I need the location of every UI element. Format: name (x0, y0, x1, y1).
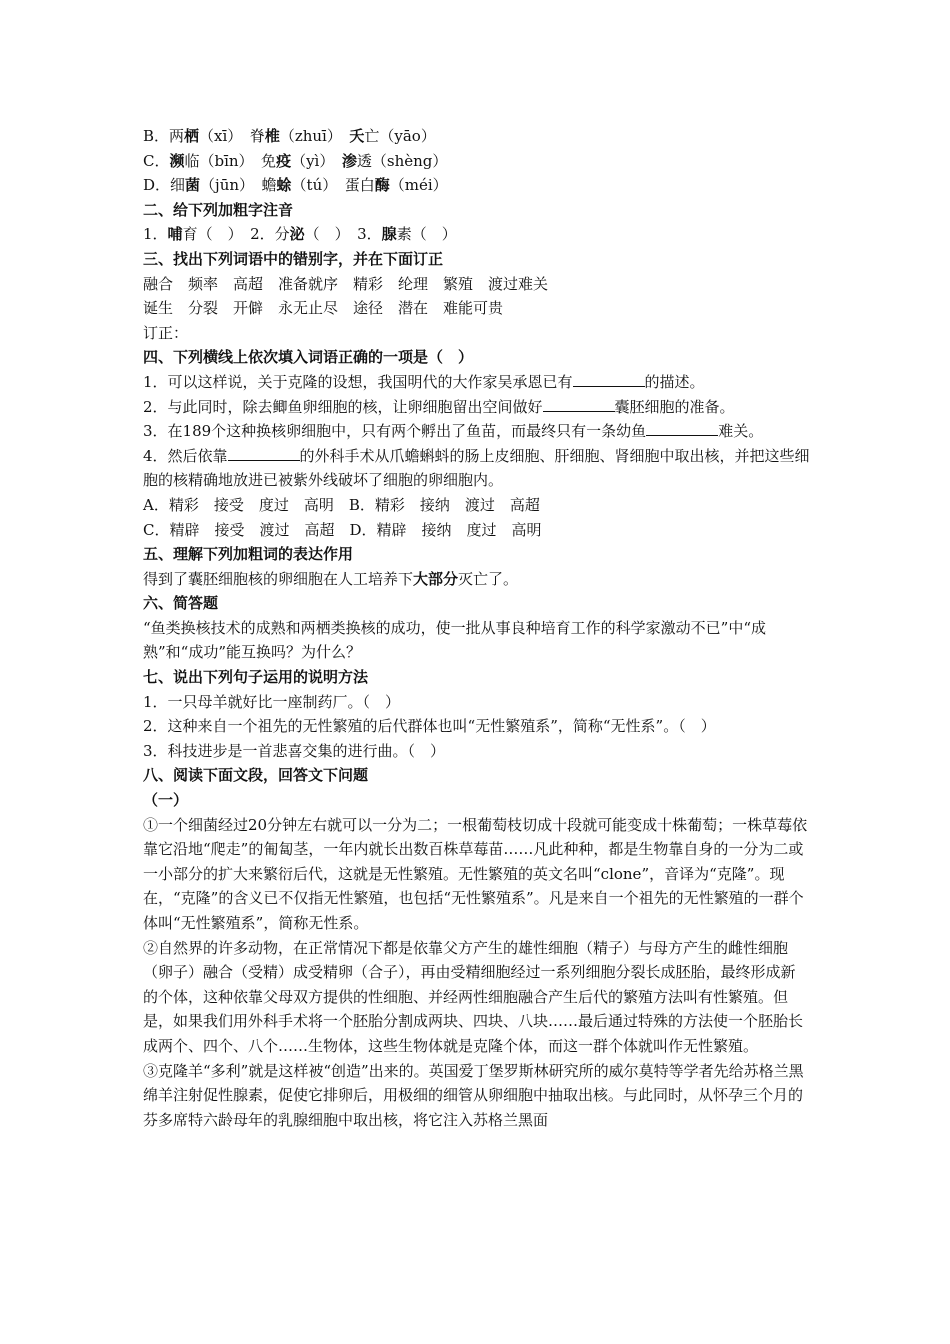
paragraph: ①一个细菌经过20分钟左右就可以一分为二；一根葡萄枝切成十段就可能变成十株葡萄；一株草莓依靠它沿地“爬走”的匍匐茎，一年内就长出数百株草莓苗……凡此种种，都是生物靠自身的一分为二或一小部分的扩大来繁衍后代，这就是无性繁殖。无性繁殖的英文名叫“clone”，音译为“克隆”。现在，“克隆”的含义已不仅指无性繁殖，也包括“无性繁殖系”。凡是来自一个祖先的无性繁殖的一群个体叫“无性繁殖系”，简称无性系。 (143, 815, 808, 932)
bold-char: 菌 (185, 176, 201, 195)
question (143, 395, 810, 420)
blank (228, 446, 300, 461)
section-heading: 八、阅读下面文段，回答文下问题 (143, 766, 369, 785)
question (143, 444, 810, 493)
question (143, 419, 810, 444)
bold-word: 大部分 (413, 569, 459, 588)
text: D．细 (143, 176, 186, 195)
text: （méi） (389, 176, 448, 195)
text: （yì） (291, 151, 342, 170)
text: （ ） 3． (304, 225, 382, 244)
text: 1． (143, 225, 168, 244)
text: 素（ ） (396, 225, 457, 244)
bold-char: 酶 (374, 176, 390, 195)
section-heading: 七、说出下列句子运用的说明方法 (143, 668, 369, 687)
text: 1．可以这样说，关于克隆的设想，我国明代的大作家吴承恩已有 (143, 372, 573, 391)
option-d (143, 173, 810, 198)
question: 3．科技进步是一首悲喜交集的进行曲。（ ） (143, 741, 446, 760)
bold-char: 椎 (264, 127, 280, 145)
bold-char: 疫 (276, 151, 292, 170)
text: （xī） 脊 (199, 127, 265, 145)
bold-char: 泌 (289, 225, 305, 244)
sentence (143, 567, 810, 592)
text: C． (143, 151, 170, 170)
word-list: 诞生 分裂 开僻 永无止尽 途径 潜在 难能可贵 (143, 299, 504, 318)
text: 的外科手术从爪蟾蝌蚪的肠上皮细胞、肝细胞、肾细胞中取出核，并把这些细胞的核精确地放进已被紫外线破坏了细胞的卵细胞内。 (143, 446, 810, 490)
text: 囊胚细胞的准备。 (614, 397, 735, 416)
question: 2．这种来自一个祖先的无性繁殖的后代群体也叫“无性繁殖系”，简称“无性系”。（ ） (143, 717, 716, 736)
text: 的描述。 (644, 372, 705, 391)
option-c (143, 149, 810, 174)
bold-char: 腺 (381, 225, 397, 244)
word-list: 融合 频率 高超 准备就序 精彩 纶理 繁殖 渡过难关 (143, 274, 549, 293)
text: 4．然后依靠 (143, 446, 228, 465)
bold-char: 夭 (349, 127, 365, 145)
option-b (143, 124, 810, 149)
text: 灭亡了。 (458, 569, 519, 588)
answer-options: C．精辟 接受 渡过 高超 D．精辟 接纳 度过 高明 (143, 520, 542, 539)
text: （zhuī） (279, 127, 350, 145)
section-heading: 四、下列横线上依次填入词语正确的一项是（ ） (143, 348, 474, 367)
text: 得到了囊胚细胞核的卵细胞在人工培养下 (143, 569, 414, 588)
correction-label: 订正： (143, 323, 189, 342)
paragraph: ②自然界的许多动物，在正常情况下都是依靠父方产生的雄性细胞（精子）与母方产生的雌性细胞（卵子）融合（受精）成受精卵（合子），再由受精细胞经过一系列细胞分裂长成胚胎，最终形成新的个体，这种依靠父母双方提供的性细胞、并经两性细胞融合产生后代的繁殖方法叫有性繁殖。但是，如果我们用外科手术将一个胚胎分割成两块、四块、八块……最后通过特殊的方法使一个胚胎长成两个、四个、八个……生物体，这些生物体就是克隆个体，而这一群个体就叫作无性繁殖。 (143, 938, 804, 1055)
text: （tú） 蛋白 (291, 176, 375, 195)
text: （jūn） 蟾 (200, 176, 277, 195)
bold-char: 栖 (184, 127, 200, 145)
text: 亡（yāo） (364, 127, 436, 145)
bold-char: 哺 (167, 225, 183, 244)
section-heading: 三、找出下列词语中的错别字，并在下面订正 (143, 249, 444, 268)
text: 临（bīn） 免 (184, 151, 277, 170)
text: 透（shèng） (356, 151, 448, 170)
section-heading: 六、简答题 (143, 594, 219, 613)
question: “鱼类换核技术的成熟和两栖类换核的成功，使一批从事良种培育工作的科学家激动不已”中“成熟”和“成功”能互换吗？为什么？ (143, 618, 767, 662)
question: 1．一只母羊就好比一座制药厂。（ ） (143, 692, 401, 711)
paragraph: ③克隆羊“多利”就是这样被“创造”出来的。英国爱丁堡罗斯林研究所的威尔莫特等学者先给苏格兰黑绵羊注射促性腺素，促使它排卵后，用极细的细管从卵细胞中抽取出核。与此同时，从怀孕三个月的芬多席特六龄母年的乳腺细胞中取出核，将它注入苏格兰黑面 (143, 1061, 804, 1129)
blank (543, 397, 615, 412)
text: 育（ ） 2．分 (182, 225, 290, 244)
blank (573, 372, 645, 387)
phonetic-items (143, 222, 810, 247)
bold-char: 蜍 (276, 176, 292, 195)
bold-char: 渗 (341, 151, 357, 170)
section-heading: 五、理解下列加粗词的表达作用 (143, 545, 354, 564)
answer-options: A．精彩 接受 度过 高明 B．精彩 接纳 渡过 高超 (143, 495, 540, 514)
question (143, 370, 810, 395)
section-heading: 二、给下列加粗字注音 (143, 200, 294, 219)
bold-char: 濒 (169, 151, 185, 170)
text: 难关。 (718, 422, 764, 441)
text: 2．与此同时，除去鲫鱼卵细胞的核，让卵细胞留出空间做好 (143, 397, 543, 416)
blank (646, 421, 718, 436)
subsection-heading: （一） (143, 791, 189, 810)
text: 3．在189个这种换核卵细胞中，只有两个孵出了鱼苗，而最终只有一条幼鱼 (143, 422, 647, 441)
text: B．两 (143, 127, 185, 145)
